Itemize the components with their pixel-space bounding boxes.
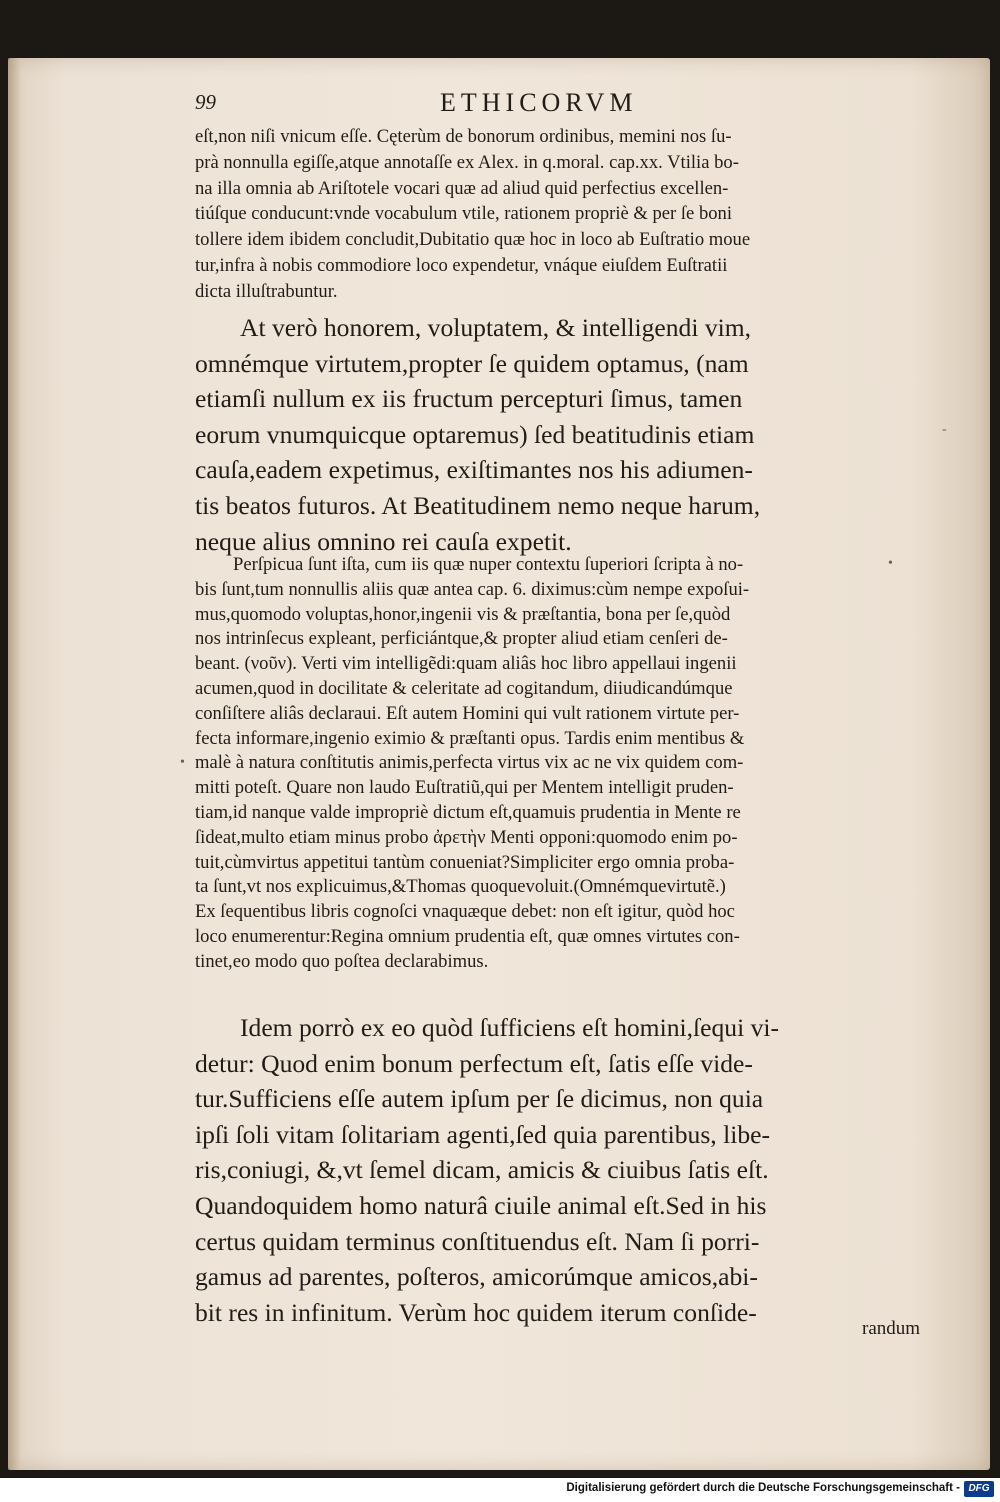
text-line: neque alius omnino rei cauſa expetit.: [195, 526, 572, 556]
text-line: malè à natura conſtitutis animis,perfecta virtus vix ac ne vix quidem com-: [195, 752, 744, 774]
text-line: tur.Sufficiens eſſe autem ipſum per ſe dicimus, non quia: [195, 1084, 764, 1114]
text-line: Idem porrò ex eo quòd ſufficiens eſt homini,ſequi vi-: [240, 1013, 780, 1042]
text-line: beant. (νοῦν). Verti vim intelligẽdi:quam aliâs hoc libro appellaui ingenii: [195, 653, 737, 675]
text-line: Ex ſequentibus libris cognoſci vnaquæque debet: non eſt igitur, quòd hoc: [195, 901, 735, 923]
text-line: prà nonnulla egiſſe,atque annotaſſe ex Alex. in q.moral. cap.xx. Vtilia bo-: [195, 151, 739, 173]
page-gutter-shadow: [8, 58, 20, 1470]
text-line: dicta illuſtrabuntur.: [195, 280, 338, 302]
text-line: mitti poteſt. Quare non laudo Euſtratiũ,qui per Mentem intelligit pruden-: [195, 777, 734, 799]
text-line: eſt,non niſi vnicum eſſe. Cęterùm de bonorum ordinibus, memini nos ſu-: [195, 126, 732, 147]
text-line: fecta informare,ingenio eximio & præſtanti opus. Tardis enim mentibus &: [195, 727, 745, 749]
text-line: tollere idem ibidem concludit,Dubitatio quæ hoc in loco ab Euſtratio moue: [195, 229, 751, 251]
page-number: 99: [195, 90, 216, 114]
text-line: tiam,id nanque valde impropriè dictum eſt,quamuis prudentia in Mente re: [195, 801, 741, 823]
commentary-block-1: [195, 124, 957, 305]
text-line: At verò honorem, voluptatem, & intelligendi vim,: [240, 313, 752, 342]
aristotle-text-block-2: [195, 1010, 957, 1330]
running-title: ETHICORVM: [440, 88, 638, 117]
aristotle-text-block-1: [195, 310, 957, 559]
catchword: randum: [862, 1318, 921, 1339]
text-line: gamus ad parentes, poſteros, amicorúmque amicos,abi-: [195, 1262, 758, 1292]
text-line: bit res in infinitum. Verùm hoc quidem iterum conſide-: [195, 1297, 757, 1327]
text-line: ſideat,multo etiam minus probo ἀρετὴν Menti opponi:quomodo enim po-: [195, 826, 738, 848]
text-line: eorum vnumquicque optaremus) ſed beatitudinis etiam: [195, 419, 755, 449]
text-line: acumen,quod in docilitate & celeritate ad cogitandum, diiudicandúmque: [195, 677, 733, 699]
text-line: Perſpicua ſunt iſta, cum iis quæ nuper contextu ſuperiori ſcripta à no-: [233, 554, 744, 575]
text-line: tinet,eo modo quo poſtea declarabimus.: [195, 950, 489, 972]
digitization-footer: [0, 1478, 1000, 1502]
text-line: ipſi ſoli vitam ſolitariam agenti,ſed quia parentibus, libe-: [195, 1119, 771, 1149]
text-line: tis beatos futuros. At Beatitudinem nemo neque harum,: [195, 490, 761, 520]
text-line: tuit,cùmvirtus appetitui tantùm conueniat?Simpliciter ergo omnia proba-: [195, 851, 735, 873]
text-line: conſiſtere aliâs declaraui. Eſt autem Homini qui vult rationem virtute per-: [195, 702, 740, 724]
page-header: [0, 90, 1000, 124]
text-line: omnémque virtutem,propter ſe quidem optamus, (nam: [195, 348, 749, 378]
funding-credit: Digitalisierung gefördert durch die Deutsche Forschungsgemeinschaft -: [566, 1482, 960, 1494]
text-line: tur,infra à nobis commodiore loco expendetur, vnáque eiuſdem Euſtratii: [195, 254, 728, 276]
text-line: loco enumerentur:Regina omnium prudentia eſt, quæ omnes virtutes con-: [195, 925, 740, 947]
text-line: nos intrinſecus expleant, perficiántque,& propter aliud etiam cenſeri de-: [195, 628, 728, 650]
text-line: detur: Quod enim bonum perfectum eſt, ſatis eſſe vide-: [195, 1048, 753, 1078]
text-line: ris,coniugi, &,vt ſemel dicam, amicis & ciuibus ſatis eſt.: [195, 1155, 769, 1185]
text-line: cauſa,eadem expetimus, exiſtimantes nos his adiumen-: [195, 455, 753, 485]
text-line: etiamſi nullum ex iis fructum percepturi ſimus, tamen: [195, 384, 743, 414]
margin-dot-mark: -: [942, 422, 947, 437]
margin-dot-mark: •: [180, 755, 185, 770]
text-line: Quandoquidem homo naturâ ciuile animal eſt.Sed in his: [195, 1190, 767, 1220]
text-line: certus quidam terminus conſtituendus eſt. Nam ſi porri-: [195, 1226, 760, 1256]
text-line: ta ſunt,vt nos explicuimus,&Thomas quoquevoluit.(Omnémquevirtutẽ.): [195, 876, 726, 898]
text-line: mus,quomodo voluptas,honor,ingenii vis & præſtantia, bona per ſe,quòd: [195, 603, 731, 625]
margin-dot-mark: •: [888, 556, 893, 571]
text-line: bis ſunt,tum nonnullis aliis quæ antea cap. 6. diximus:cùm nempe expoſui-: [195, 578, 750, 600]
dfg-logo-icon: DFG: [964, 1481, 994, 1497]
commentary-block-2: [195, 553, 957, 975]
text-line: na illa omnia ab Ariſtotele vocari quæ ad aliud quid perfectius excellen-: [195, 177, 729, 199]
text-line: tiúſque conducunt:vnde vocabulum vtile, rationem propriè & per ſe boni: [195, 203, 733, 225]
